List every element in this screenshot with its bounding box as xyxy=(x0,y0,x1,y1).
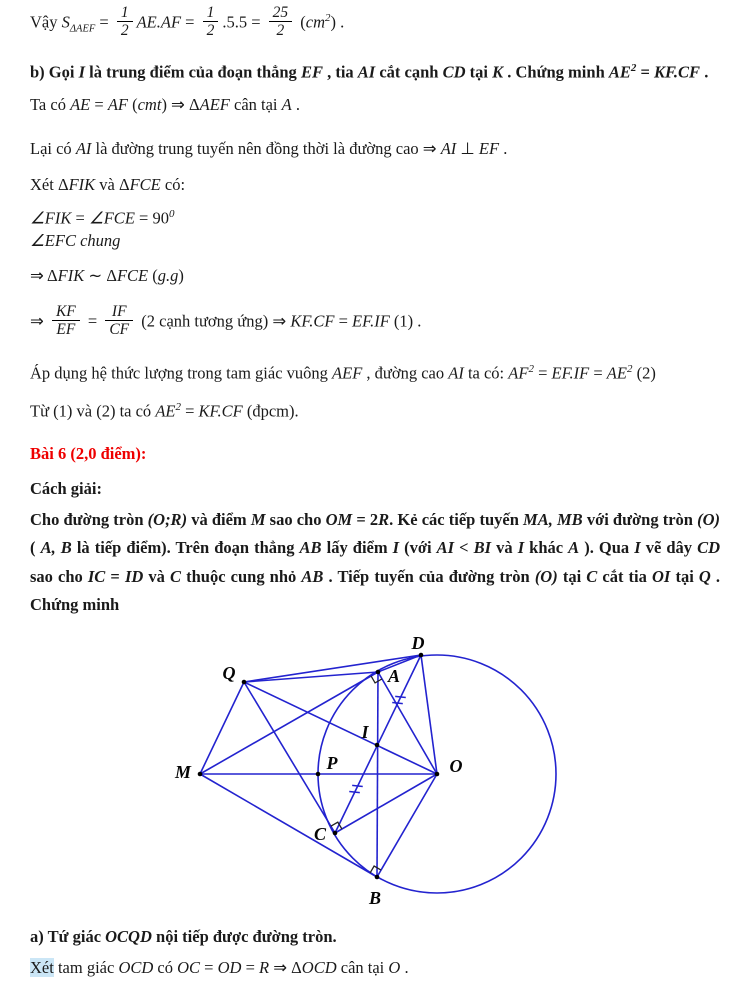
token: ∠FIK xyxy=(30,208,72,228)
token: AE xyxy=(155,401,176,421)
token: = 2 xyxy=(352,510,379,529)
token: (O) xyxy=(697,510,720,529)
point-label-Q: Q xyxy=(222,663,236,683)
token: cân tại xyxy=(229,95,282,114)
token: lấy điểm xyxy=(321,538,393,558)
token: 2 xyxy=(528,363,534,375)
token: = xyxy=(180,401,199,421)
token: Cho đường tròn xyxy=(30,510,148,529)
point-dot-A xyxy=(376,670,381,675)
token: ). Qua xyxy=(579,538,635,558)
token: Xét Δ xyxy=(30,175,69,194)
token: (đpcm). xyxy=(242,401,299,421)
token: là tiếp điểm). Trên đoạn thẳng xyxy=(71,538,300,558)
token: AF xyxy=(107,95,128,114)
token: O xyxy=(388,958,401,977)
token: . Tiếp tuyến của đường tròn xyxy=(323,566,535,586)
point-label-P: P xyxy=(326,753,338,773)
token: EF.IF xyxy=(352,311,390,331)
segment-AB xyxy=(377,672,378,877)
token: có: xyxy=(160,175,186,194)
token: MA, MB xyxy=(523,510,583,529)
segment-CO xyxy=(335,774,437,833)
token: . xyxy=(400,958,409,977)
token: . Chứng minh xyxy=(30,566,721,615)
token: = xyxy=(533,363,552,383)
token: ( xyxy=(148,266,158,285)
segment-MQ xyxy=(200,682,244,774)
token: Vậy xyxy=(30,12,62,32)
token: = 90 xyxy=(134,208,169,228)
token: và Δ xyxy=(95,175,130,194)
token: R xyxy=(378,510,390,529)
token: AB xyxy=(301,566,324,586)
token: AE xyxy=(606,363,627,383)
point-dot-Q xyxy=(242,680,247,685)
token: , tia xyxy=(322,62,358,82)
token: $\frac{IF}{CF}$ xyxy=(105,303,133,338)
segment-QO xyxy=(244,682,437,774)
token: $\frac{1}{2}$ xyxy=(117,4,133,39)
token: A xyxy=(568,538,580,558)
token: sao cho xyxy=(265,510,326,529)
token: = xyxy=(83,311,102,331)
token: . Chứng minh xyxy=(503,62,609,82)
token: là trung điểm của đoạn thẳng xyxy=(85,62,301,82)
segment-MB xyxy=(200,774,377,877)
token: KF.CF xyxy=(654,62,701,82)
token: cắt tia xyxy=(597,566,652,586)
token: và xyxy=(491,538,518,558)
token: KF.CF xyxy=(198,401,243,421)
token: Cách giải: xyxy=(30,479,102,498)
point-dot-C xyxy=(333,831,338,836)
equal-tick-ID xyxy=(392,702,403,703)
point-dot-D xyxy=(419,653,424,658)
point-label-C: C xyxy=(313,824,327,844)
token: A xyxy=(281,95,292,114)
token: I xyxy=(634,538,641,558)
token: cmt xyxy=(137,95,162,114)
token: A, B xyxy=(40,538,72,558)
token: và xyxy=(143,566,170,586)
token: AEF xyxy=(332,363,363,383)
token: = xyxy=(241,958,259,977)
token: vẽ dây xyxy=(640,538,698,558)
token: nội tiếp được đường tròn. xyxy=(151,927,337,946)
token: (2 cạnh tương ứng) ⇒ xyxy=(137,311,291,331)
token: = xyxy=(200,958,218,977)
token: = xyxy=(90,95,108,114)
token: < xyxy=(454,538,474,558)
point-dot-M xyxy=(198,772,203,777)
token: có xyxy=(153,958,178,977)
token: . xyxy=(291,95,300,114)
token: ⇒ Δ xyxy=(269,958,302,977)
token: ⇒ Δ xyxy=(30,266,58,285)
token: g.g xyxy=(157,266,179,285)
token: (O) xyxy=(534,566,558,586)
token: ( xyxy=(127,95,138,114)
token: . xyxy=(499,139,508,158)
token: CD xyxy=(697,538,721,558)
equal-tick-IC xyxy=(349,792,360,793)
token: 2 xyxy=(175,401,181,413)
token: a) Tứ giác xyxy=(30,927,106,946)
point-dot-P xyxy=(316,772,321,777)
token: I xyxy=(517,538,525,558)
token: khác xyxy=(524,538,569,558)
token: FCE xyxy=(129,175,161,194)
token: CD xyxy=(442,62,466,82)
token: FIK xyxy=(57,266,85,285)
token: AI xyxy=(75,139,92,158)
token: tại xyxy=(670,566,699,586)
token: = xyxy=(95,12,113,32)
equal-tick-ID xyxy=(395,696,406,697)
token: .5.5 = xyxy=(222,12,265,32)
token: ( xyxy=(296,12,306,32)
token: là đường trung tuyến nên đồng thời là đường cao ⇒ xyxy=(91,139,441,158)
token: Q xyxy=(698,566,711,586)
token: Từ (1) và (2) ta có xyxy=(30,401,156,421)
token: Ta có xyxy=(30,95,71,114)
token: C xyxy=(170,566,182,586)
token: K xyxy=(492,62,504,82)
segment-BO xyxy=(377,774,437,877)
token: = xyxy=(71,208,89,228)
token: ( xyxy=(30,538,41,558)
token: AE xyxy=(70,95,91,114)
token: 0 xyxy=(168,208,175,220)
token: Áp dụng hệ thức lượng trong tam giác vuông xyxy=(30,363,333,383)
point-label-B: B xyxy=(368,888,382,908)
token: ∠EFC chung xyxy=(30,231,121,250)
token: $\frac{KF}{EF}$ xyxy=(52,303,80,338)
token: ∼ Δ xyxy=(84,266,117,285)
segment-AO xyxy=(378,672,437,774)
segment-QA xyxy=(244,672,378,682)
token: (1) . xyxy=(389,311,422,331)
equal-tick-IC xyxy=(352,785,363,786)
token: FCE xyxy=(116,266,149,285)
token: OCD xyxy=(118,958,154,977)
token: AI xyxy=(440,139,457,158)
token: . xyxy=(700,62,709,82)
token: sao cho xyxy=(30,566,88,586)
token: b) Gọi xyxy=(30,62,79,82)
token: EF xyxy=(478,139,500,158)
token: Lại có xyxy=(30,139,76,158)
token: , đường cao xyxy=(362,363,449,383)
point-dot-B xyxy=(375,875,380,880)
token: = xyxy=(636,62,655,82)
token: = xyxy=(334,311,353,331)
token: $\frac{25}{2}$ xyxy=(269,4,293,39)
token: 2 xyxy=(325,11,331,24)
token: Bài 6 (2,0 điểm): xyxy=(30,444,147,463)
token: AB xyxy=(299,538,322,558)
token: I xyxy=(392,538,400,558)
token: và điểm xyxy=(187,510,251,529)
token: BI xyxy=(473,538,492,558)
token: AI xyxy=(436,538,455,558)
token: (2) xyxy=(632,363,656,383)
token: OC xyxy=(177,958,201,977)
token: tại xyxy=(557,566,587,586)
token: ) xyxy=(178,266,184,285)
token: OM xyxy=(325,510,353,529)
point-dot-I xyxy=(375,743,380,748)
token: IC xyxy=(87,566,106,586)
token: OCQD xyxy=(105,927,152,946)
token: = xyxy=(589,363,607,383)
token: FIK xyxy=(68,175,96,194)
token: OCD xyxy=(301,958,337,977)
token: ∠FCE xyxy=(88,208,135,228)
token: cắt cạnh xyxy=(375,62,443,82)
token: . Kẻ các tiếp tuyến xyxy=(389,510,524,529)
token: = xyxy=(105,566,125,586)
point-label-A: A xyxy=(387,666,401,686)
token: I xyxy=(78,62,86,82)
token: OI xyxy=(652,566,671,586)
token: $\frac{1}{2}$ xyxy=(203,4,219,39)
token: ⊥ xyxy=(456,139,479,158)
token: ta có: xyxy=(463,363,509,383)
token: tại xyxy=(465,62,493,82)
segment-MA xyxy=(200,672,378,774)
token: AEF xyxy=(199,95,230,114)
token: (O;R) xyxy=(147,510,188,529)
token: R xyxy=(259,958,270,977)
token: AI xyxy=(357,62,376,82)
point-label-I: I xyxy=(361,722,369,742)
token: M xyxy=(250,510,266,529)
token: 2 xyxy=(626,363,633,375)
token: thuộc cung nhỏ xyxy=(181,566,302,586)
token: EF xyxy=(300,62,323,82)
token: 2 xyxy=(630,62,637,74)
point-label-O: O xyxy=(449,756,463,776)
token: ⇒ xyxy=(30,311,48,331)
token: AF xyxy=(508,363,529,383)
token: AE.AF xyxy=(136,12,182,32)
token: S xyxy=(61,12,70,32)
token: ) . xyxy=(330,12,345,32)
token: OD xyxy=(217,958,242,977)
segment-DO xyxy=(421,655,437,774)
point-label-D: D xyxy=(411,633,425,653)
token: KF.CF xyxy=(290,311,335,331)
token: C xyxy=(586,566,598,586)
token: AI xyxy=(448,363,464,383)
token: tam giác xyxy=(53,958,119,977)
token: (với xyxy=(399,538,437,558)
token: Xét xyxy=(30,958,54,977)
point-label-M: M xyxy=(174,762,192,782)
token: AE xyxy=(608,62,631,82)
token: với đường tròn xyxy=(582,510,698,529)
token: = xyxy=(181,12,199,32)
token: ΔAEF xyxy=(69,23,96,35)
token: cm xyxy=(305,12,326,32)
token: cân tại xyxy=(336,958,389,977)
token: EF.IF xyxy=(551,363,590,383)
token: ID xyxy=(124,566,144,586)
point-dot-O xyxy=(435,772,440,777)
token: ) ⇒ Δ xyxy=(161,95,200,114)
